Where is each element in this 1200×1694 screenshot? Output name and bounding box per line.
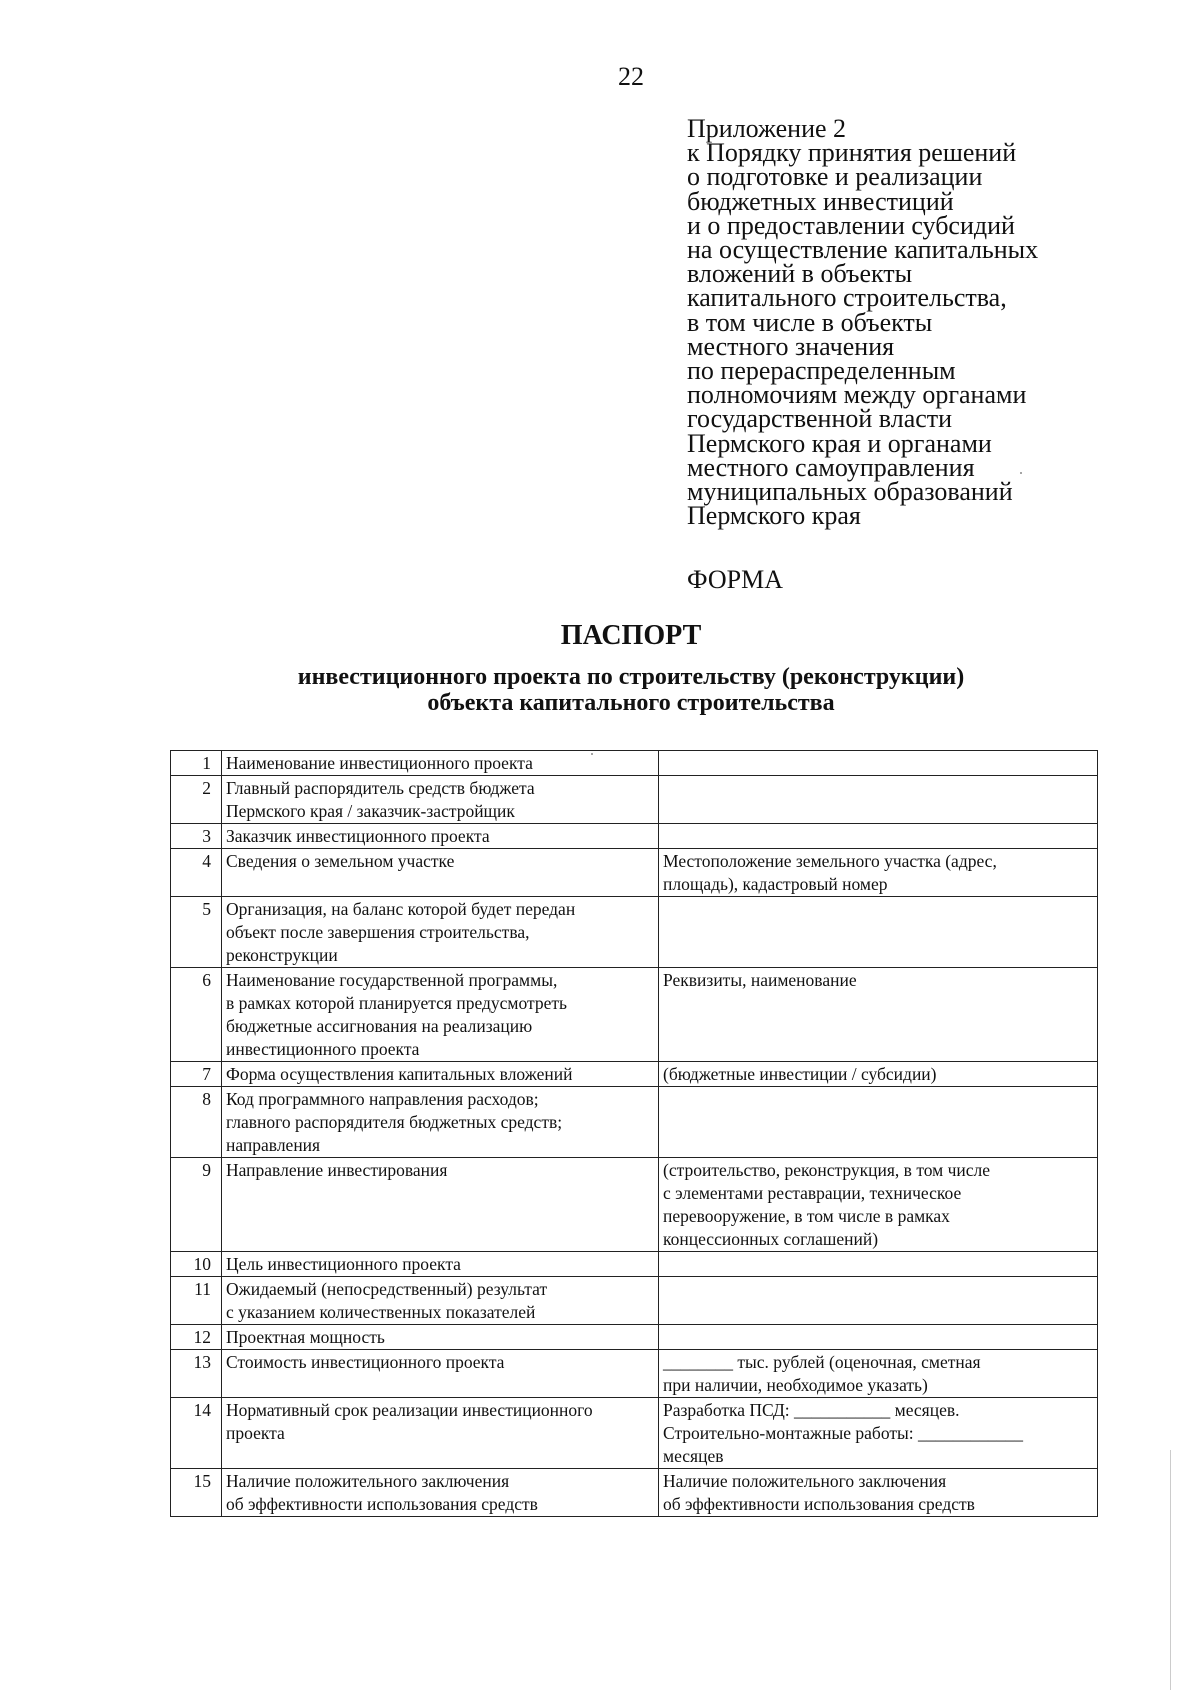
appendix-line: местного значения xyxy=(687,331,895,361)
field-name-line: Заказчик инвестиционного проекта xyxy=(226,826,490,846)
subtitle-line: инвестиционного проекта по строительству (реконструкции) xyxy=(297,664,965,690)
field-value-line: об эффективности использования средств xyxy=(663,1494,975,1514)
appendix-line: муниципальных образований xyxy=(687,477,1013,507)
appendix-line: полномочиям между органами xyxy=(687,380,1027,410)
field-name-line: Главный распорядитель средств бюджета xyxy=(226,778,535,798)
row-field-name xyxy=(222,849,659,897)
row-number: 3 xyxy=(171,824,222,849)
row-number: 11 xyxy=(171,1277,222,1325)
table-row xyxy=(171,1252,1098,1277)
row-field-name xyxy=(222,1158,659,1252)
field-name-line: Ожидаемый (непосредственный) результат xyxy=(226,1279,548,1299)
row-field-value xyxy=(659,849,1098,897)
row-field-name xyxy=(222,1350,659,1398)
row-field-name xyxy=(222,1087,659,1158)
table-row xyxy=(171,1277,1098,1325)
field-name-line: с указанием количественных показателей xyxy=(226,1302,536,1322)
table-row xyxy=(171,968,1098,1062)
row-field-value xyxy=(659,1087,1098,1158)
row-field-name xyxy=(222,1277,659,1325)
field-name-line: Форма осуществления капитальных вложений xyxy=(226,1064,573,1084)
row-number: 12 xyxy=(171,1325,222,1350)
appendix-line: и о предоставлении субсидий xyxy=(687,210,1015,240)
field-value-line: Разработка ПСД: ___________ месяцев. xyxy=(663,1400,960,1420)
field-value-line: Местоположение земельного участка (адрес, xyxy=(663,851,997,871)
row-number: 2 xyxy=(171,776,222,824)
row-number: 8 xyxy=(171,1087,222,1158)
row-field-value xyxy=(659,897,1098,968)
appendix-line: Пермского края xyxy=(687,501,861,531)
document-title: ПАСПОРТ xyxy=(560,620,702,651)
field-name-line: инвестиционного проекта xyxy=(226,1039,420,1059)
appendix-reference xyxy=(687,114,1107,531)
field-name-line: направления xyxy=(226,1135,321,1155)
appendix-line: местного самоуправления xyxy=(687,452,975,482)
table-row xyxy=(171,1087,1098,1158)
page-number: 22 xyxy=(618,62,644,91)
row-field-name xyxy=(222,1325,659,1350)
field-value-line: Строительно-монтажные работы: ____________ xyxy=(663,1423,1023,1443)
row-number: 4 xyxy=(171,849,222,897)
field-value-line: при наличии, необходимое указать) xyxy=(663,1375,928,1395)
subtitle-line: объекта капитального строительства xyxy=(427,690,835,716)
row-field-name xyxy=(222,824,659,849)
row-field-name xyxy=(222,1252,659,1277)
field-name-line: Пермского края / заказчик-застройщик xyxy=(226,801,515,821)
table-row xyxy=(171,849,1098,897)
row-field-value xyxy=(659,824,1098,849)
appendix-line: Пермского края и органами xyxy=(687,428,992,458)
table-row xyxy=(171,751,1098,776)
row-field-value xyxy=(659,751,1098,776)
appendix-line: Приложение 2 xyxy=(687,114,847,143)
row-field-value xyxy=(659,1325,1098,1350)
row-field-value xyxy=(659,776,1098,824)
row-field-name xyxy=(222,1398,659,1469)
form-label: ФОРМА xyxy=(687,565,783,594)
table-row xyxy=(171,776,1098,824)
table-row xyxy=(171,824,1098,849)
table-row xyxy=(171,1062,1098,1087)
field-name-line: Нормативный срок реализации инвестиционного xyxy=(226,1400,593,1420)
field-name-line: в рамках которой планируется предусмотреть xyxy=(226,993,568,1013)
row-number: 15 xyxy=(171,1469,222,1517)
field-value-line: с элементами реставрации, техническое xyxy=(663,1183,962,1203)
field-name-line: Направление инвестирования xyxy=(226,1160,448,1180)
row-number: 7 xyxy=(171,1062,222,1087)
table-row xyxy=(171,1325,1098,1350)
field-name-line: Стоимость инвестиционного проекта xyxy=(226,1352,505,1372)
field-value-line: ________ тыс. рублей (оценочная, сметная xyxy=(663,1352,981,1372)
appendix-line: к Порядку принятия решений xyxy=(687,138,1017,168)
row-field-value xyxy=(659,1252,1098,1277)
field-value-line: (бюджетные инвестиции / субсидии) xyxy=(663,1064,937,1084)
row-field-value xyxy=(659,1350,1098,1398)
field-name-line: объект после завершения строительства, xyxy=(226,922,530,942)
row-field-value xyxy=(659,1469,1098,1517)
appendix-line: о подготовке и реализации xyxy=(687,162,983,192)
appendix-line: капитального строительства, xyxy=(687,283,1007,313)
field-name-line: Наименование государственной программы, xyxy=(226,970,558,990)
scan-speck xyxy=(1020,472,1022,474)
field-name-line: Наличие положительного заключения xyxy=(226,1471,510,1491)
scan-speck xyxy=(591,753,593,755)
row-number: 14 xyxy=(171,1398,222,1469)
row-field-name xyxy=(222,1062,659,1087)
table-row xyxy=(171,1398,1098,1469)
appendix-line: бюджетных инвестиций xyxy=(687,186,954,216)
scan-edge-line xyxy=(1170,1450,1171,1690)
appendix-line: вложений в объекты xyxy=(687,259,913,289)
appendix-line: на осуществление капитальных xyxy=(687,235,1039,265)
document-subtitle xyxy=(0,664,1200,716)
row-field-value xyxy=(659,1398,1098,1469)
row-field-name xyxy=(222,776,659,824)
row-field-value xyxy=(659,968,1098,1062)
field-name-line: реконструкции xyxy=(226,945,338,965)
row-field-name xyxy=(222,897,659,968)
row-field-value xyxy=(659,1277,1098,1325)
row-number: 5 xyxy=(171,897,222,968)
field-name-line: Код программного направления расходов; xyxy=(226,1089,539,1109)
field-name-line: Цель инвестиционного проекта xyxy=(226,1254,461,1274)
field-value-line: месяцев xyxy=(663,1446,724,1466)
field-value-line: (строительство, реконструкция, в том числе xyxy=(663,1160,991,1180)
row-field-value xyxy=(659,1062,1098,1087)
row-number: 13 xyxy=(171,1350,222,1398)
row-field-name xyxy=(222,1469,659,1517)
field-value-line: Реквизиты, наименование xyxy=(663,970,857,990)
table-row xyxy=(171,897,1098,968)
field-name-line: Наименование инвестиционного проекта xyxy=(226,753,533,773)
field-value-line: концессионных соглашений) xyxy=(663,1229,879,1249)
field-name-line: Организация, на баланс которой будет передан xyxy=(226,899,576,919)
field-value-line: перевооружение, в том числе в рамках xyxy=(663,1206,950,1226)
row-field-value xyxy=(659,1158,1098,1252)
field-name-line: проекта xyxy=(226,1423,285,1443)
field-value-line: Наличие положительного заключения xyxy=(663,1471,947,1491)
row-number: 1 xyxy=(171,751,222,776)
appendix-line: государственной власти xyxy=(687,404,953,434)
field-name-line: об эффективности использования средств xyxy=(226,1494,538,1514)
table-row xyxy=(171,1469,1098,1517)
field-value-line: площадь), кадастровый номер xyxy=(663,874,888,894)
row-number: 10 xyxy=(171,1252,222,1277)
field-name-line: бюджетные ассигнования на реализацию xyxy=(226,1016,533,1036)
row-number: 6 xyxy=(171,968,222,1062)
appendix-line: в том числе в объекты xyxy=(687,307,933,337)
field-name-line: главного распорядителя бюджетных средств; xyxy=(226,1112,563,1132)
field-name-line: Проектная мощность xyxy=(226,1327,385,1347)
passport-table xyxy=(170,750,1098,1517)
table-row xyxy=(171,1350,1098,1398)
row-number: 9 xyxy=(171,1158,222,1252)
table-row xyxy=(171,1158,1098,1252)
row-field-name xyxy=(222,968,659,1062)
appendix-line: по перераспределенным xyxy=(687,356,956,386)
field-name-line: Сведения о земельном участке xyxy=(226,851,455,871)
